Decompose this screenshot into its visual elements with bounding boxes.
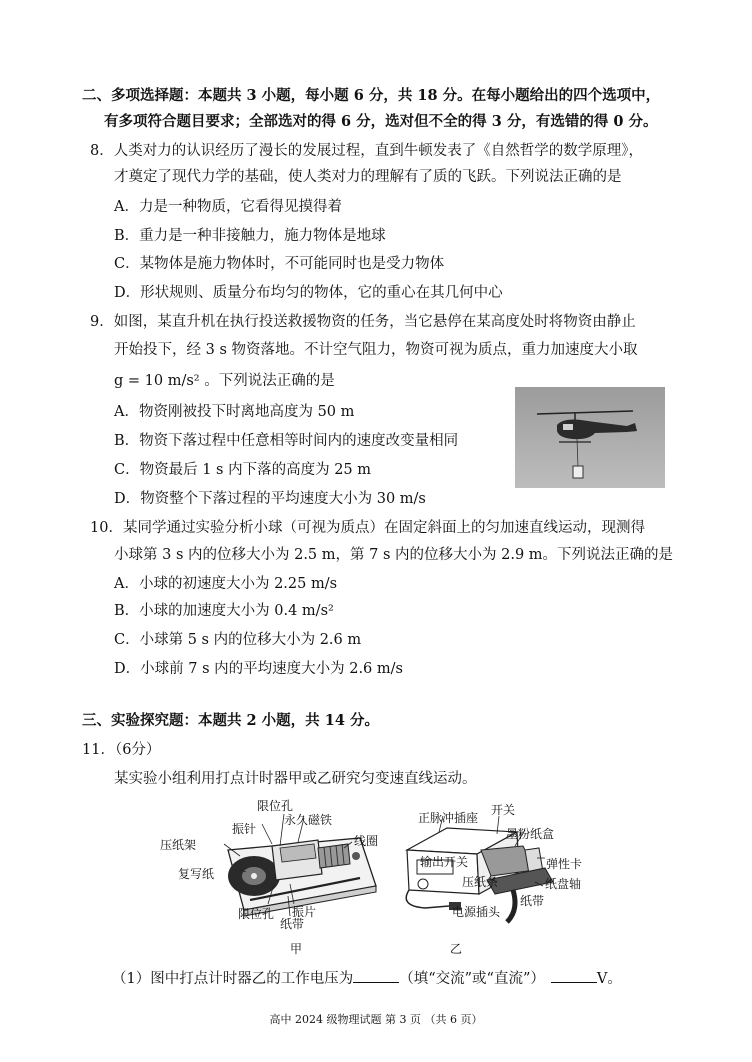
- answer-blank-2[interactable]: [551, 968, 597, 983]
- label-yi-mofen: 墨粉纸盒: [506, 827, 555, 841]
- q8-option-c: C．某物体是施力物体时，不可能同时也是受力物体: [114, 256, 445, 272]
- label-jia-zhidai: 纸带: [280, 917, 305, 931]
- page-footer: 高中 2024 级物理试题 第 3 页 （共 6 页）: [269, 1013, 483, 1026]
- label-jia-zhenzhen: 振针: [232, 822, 257, 836]
- label-jia-xianquan: 线圈: [354, 834, 379, 848]
- q10-option-a: A．小球的初速度大小为 2.25 m/s: [114, 576, 338, 592]
- q9-option-d: D．物资整个下落过程的平均速度大小为 30 m/s: [114, 491, 426, 507]
- label-yi-kaiguan: 开关: [491, 803, 516, 817]
- q10-stem-line1: 10．某同学通过实验分析小球（可视为质点）在固定斜面上的匀加速直线运动，现测得: [90, 520, 645, 536]
- q11-intro: 某实验小组利用打点计时器甲或乙研究匀变速直线运动。: [114, 771, 477, 787]
- q8-option-b: B．重力是一种非接触力，施力物体是地球: [114, 228, 386, 244]
- helicopter-photo: [515, 387, 665, 488]
- label-yi-shuchu: 输出开关: [420, 855, 469, 869]
- q9-stem-line2: 开始投下，经 3 s 物资落地。不计空气阻力，物资可视为质点，重力加速度大小取: [114, 342, 638, 358]
- label-jia-xianweikong-top: 限位孔: [257, 799, 294, 813]
- q9-option-c: C．物资最后 1 s 内下落的高度为 25 m: [114, 462, 372, 478]
- q9-option-b: B．物资下落过程中任意相等时间内的速度改变量相同: [114, 433, 459, 449]
- q9-stem-line1: 9．如图，某直升机在执行投送救援物资的任务，当它悬停在某高度处时将物资由静止: [90, 314, 636, 330]
- q9-stem-line3: g = 10 m/s² 。下列说法正确的是: [114, 373, 335, 389]
- q8-stem-line2: 才奠定了现代力学的基础，使人类对力的理解有了质的飞跃。下列说法正确的是: [114, 169, 622, 185]
- label-yi-dianyuan: 电源插头: [452, 905, 501, 919]
- label-jia-xianweikong-bottom: 限位孔: [238, 907, 275, 921]
- caption-jia: 甲: [290, 942, 303, 956]
- q8-option-a: A．力是一种物质，它看得见摸得着: [114, 199, 342, 215]
- q10-stem-line2: 小球第 3 s 内的位移大小为 2.5 m，第 7 s 内的位移大小为 2.9 m。下列说法正确的是: [114, 547, 674, 563]
- q10-option-d: D．小球前 7 s 内的平均速度大小为 2.6 m/s: [114, 661, 403, 677]
- q11-sub1-text-b: （填“交流”或“直流”）: [399, 971, 545, 987]
- q11-sub1-text-c: V。: [596, 971, 622, 987]
- q10-option-b: B．小球的加速度大小为 0.4 m/s²: [114, 603, 334, 619]
- q11-sub1: [112, 968, 622, 989]
- label-yi-zhipanzhou: 纸盘轴: [545, 877, 582, 891]
- q11-number: 11．（6分）: [82, 742, 161, 758]
- caption-yi: 乙: [450, 942, 463, 956]
- q11-sub1-text-a: （1）图中打点计时器乙的工作电压为: [112, 971, 354, 987]
- answer-blank-1[interactable]: [353, 968, 399, 983]
- q8-stem-line1: 8．人类对力的认识经历了漫长的发展过程，直到牛顿发表了《自然哲学的数学原理》，: [90, 143, 643, 159]
- label-yi-tanxingka: 弹性卡: [546, 857, 583, 871]
- section2-heading-line2: 有多项符合题目要求；全部选对的得 6 分，选对但不全的得 3 分，有选错的得 0 分。: [104, 113, 658, 130]
- label-yi-zhidai: 纸带: [520, 894, 545, 908]
- label-jia-yongjiu: 永久磁铁: [284, 813, 333, 827]
- label-jia-zhenpian: 振片: [292, 905, 317, 919]
- q8-option-d: D．形状规则、质量分布均匀的物体，它的重心在其几何中心: [114, 285, 503, 301]
- label-jia-yazhijia: 压纸架: [160, 838, 197, 852]
- label-yi-zhengmaichong: 正脉冲插座: [418, 811, 479, 825]
- label-jia-fuxiezhi: 复写纸: [178, 867, 215, 881]
- section3-heading: 三、实验探究题：本题共 2 小题，共 14 分。: [82, 712, 379, 729]
- q10-option-c: C．小球第 5 s 内的位移大小为 2.6 m: [114, 632, 362, 648]
- q9-option-a: A．物资刚被投下时离地高度为 50 m: [114, 404, 355, 420]
- section2-heading: 二、多项选择题：本题共 3 小题，每小题 6 分，共 18 分。在每小题给出的四个选项中，: [82, 87, 661, 104]
- label-yi-yazhitiao: 压纸条: [462, 875, 499, 889]
